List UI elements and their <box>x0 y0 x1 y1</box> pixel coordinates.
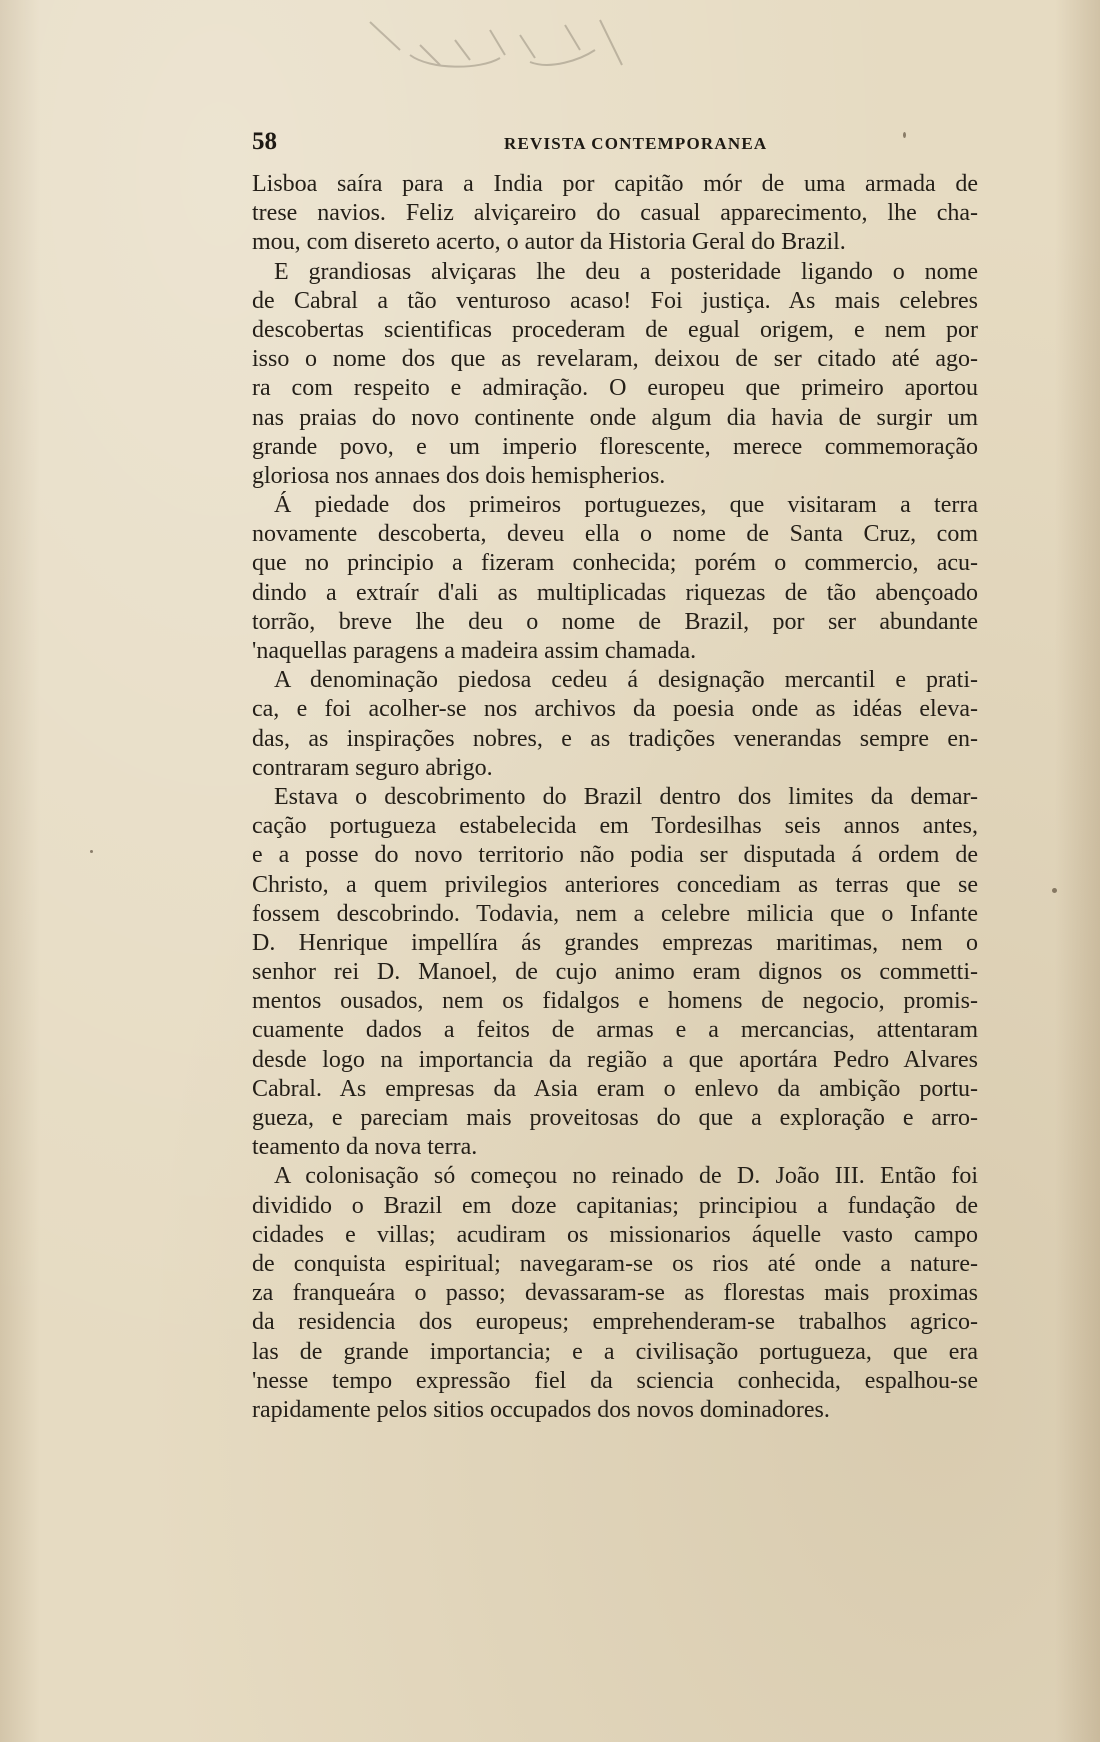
text-line: mou, com disereto acerto, o autor da Historia Geral do Brazil. <box>252 229 846 256</box>
text-line: senhor rei D. Manoel, de cujo animo eram dignos os commetti- <box>252 959 978 986</box>
paper-speck <box>1052 888 1057 893</box>
text-line: gueza, e pareciam mais proveitosas do que a exploração e arro- <box>252 1105 978 1131</box>
text-line: nas praias do novo continente onde algum dia havia de surgir um <box>252 404 978 431</box>
text-line: de conquista espiritual; navegaram-se os rios até onde a nature- <box>252 1250 978 1277</box>
text-line: dindo a extraír d'ali as multiplicadas riquezas de tão abençoado <box>252 579 978 606</box>
paper-speck <box>903 132 906 138</box>
text-line: ca, e foi acolher-se nos archivos da poesia onde as idéas eleva- <box>252 696 978 723</box>
text-line: mentos ousados, nem os fidalgos e homens de negocio, promis- <box>252 988 978 1015</box>
text-line: dividido o Brazil em doze capitanias; principiou a fundação de <box>252 1192 978 1219</box>
text-line: A denominação piedosa cedeu á designação mercantil e prati- <box>274 667 978 694</box>
text-line: isso o nome dos que as revelaram, deixou de ser citado até ago- <box>252 346 978 373</box>
text-line: ra com respeito e admiração. O europeu que primeiro aportou <box>252 375 978 402</box>
text-line: teamento da nova terra. <box>252 1134 478 1161</box>
text-line: las de grande importancia; e a civilisação portugueza, que era <box>252 1338 978 1365</box>
text-line: 'nesse tempo expressão fiel da sciencia conhecida, espalhou-se <box>252 1367 978 1394</box>
text-line: desde logo na importancia da região a que aportára Pedro Alvares <box>252 1046 978 1073</box>
text-line: torrão, breve lhe deu o nome de Brazil, por ser abundante <box>252 608 978 635</box>
paper-speck <box>90 850 93 853</box>
text-line: de Cabral a tão venturoso acaso! Foi justiça. As mais celebres <box>252 287 978 314</box>
text-line: za franqueára o passo; devassaram-se as florestas mais proximas <box>252 1280 978 1307</box>
text-line: grande povo, e um imperio florescente, merece commemoração <box>252 433 978 460</box>
page-number: 58 <box>252 128 277 155</box>
text-line: cuamente dados a feitos de armas e a mercancias, attentaram <box>252 1017 978 1044</box>
body-text <box>252 170 978 1425</box>
show-through-bleed <box>245 1431 975 1453</box>
text-line: gloriosa nos annaes dos dois hemispherios. <box>252 462 666 489</box>
ink-bleed-smudge <box>360 10 680 80</box>
text-line: cidades e villas; acudiram os missionarios áquelle vasto campo <box>252 1221 978 1248</box>
text-line: e a posse do novo territorio não podia ser disputada á ordem de <box>252 842 978 869</box>
text-line: E grandiosas alviçaras lhe deu a posteridade ligando o nome <box>274 258 978 285</box>
text-line: que no principio a fizeram conhecida; porém o commercio, acu- <box>252 550 978 577</box>
text-line: descobertas scientificas procederam de egual origem, e nem por <box>252 316 978 343</box>
text-line: Christo, a quem privilegios anteriores concediam as terras que se <box>252 871 978 898</box>
text-line: Á piedade dos primeiros portuguezes, que visitaram a terra <box>274 492 978 519</box>
text-line: Estava o descobrimento do Brazil dentro dos limites da demar- <box>274 783 978 810</box>
text-line: da residencia dos europeus; emprehenderam-se trabalhos agrico- <box>252 1309 978 1336</box>
text-line: contraram seguro abrigo. <box>252 754 493 781</box>
text-line: D. Henrique impellíra ás grandes emprezas maritimas, nem o <box>252 929 978 956</box>
text-line: trese navios. Feliz alviçareiro do casual apparecimento, lhe cha- <box>252 200 978 227</box>
text-line: Cabral. As empresas da Asia eram o enlevo da ambição portu- <box>252 1075 978 1102</box>
text-line: novamente descoberta, deveu ella o nome de Santa Cruz, com <box>252 521 978 548</box>
page-header <box>252 128 968 158</box>
text-line: Lisboa saíra para a India por capitão mór de uma armada de <box>252 171 978 197</box>
text-line: fossem descobrindo. Todavia, nem a celebre milicia que o Infante <box>252 900 978 927</box>
text-line: rapidamente pelos sitios occupados dos novos dominadores. <box>252 1396 830 1423</box>
text-line: das, as inspirações nobres, e as tradições venerandas sempre en- <box>252 725 978 752</box>
text-line: cação portugueza estabelecida em Tordesilhas seis annos antes, <box>252 813 978 840</box>
text-line: A colonisação só começou no reinado de D. João III. Então foi <box>274 1163 978 1190</box>
text-line: 'naquellas paragens a madeira assim chamada. <box>252 638 697 664</box>
running-title: REVISTA CONTEMPORANEA <box>504 134 768 153</box>
